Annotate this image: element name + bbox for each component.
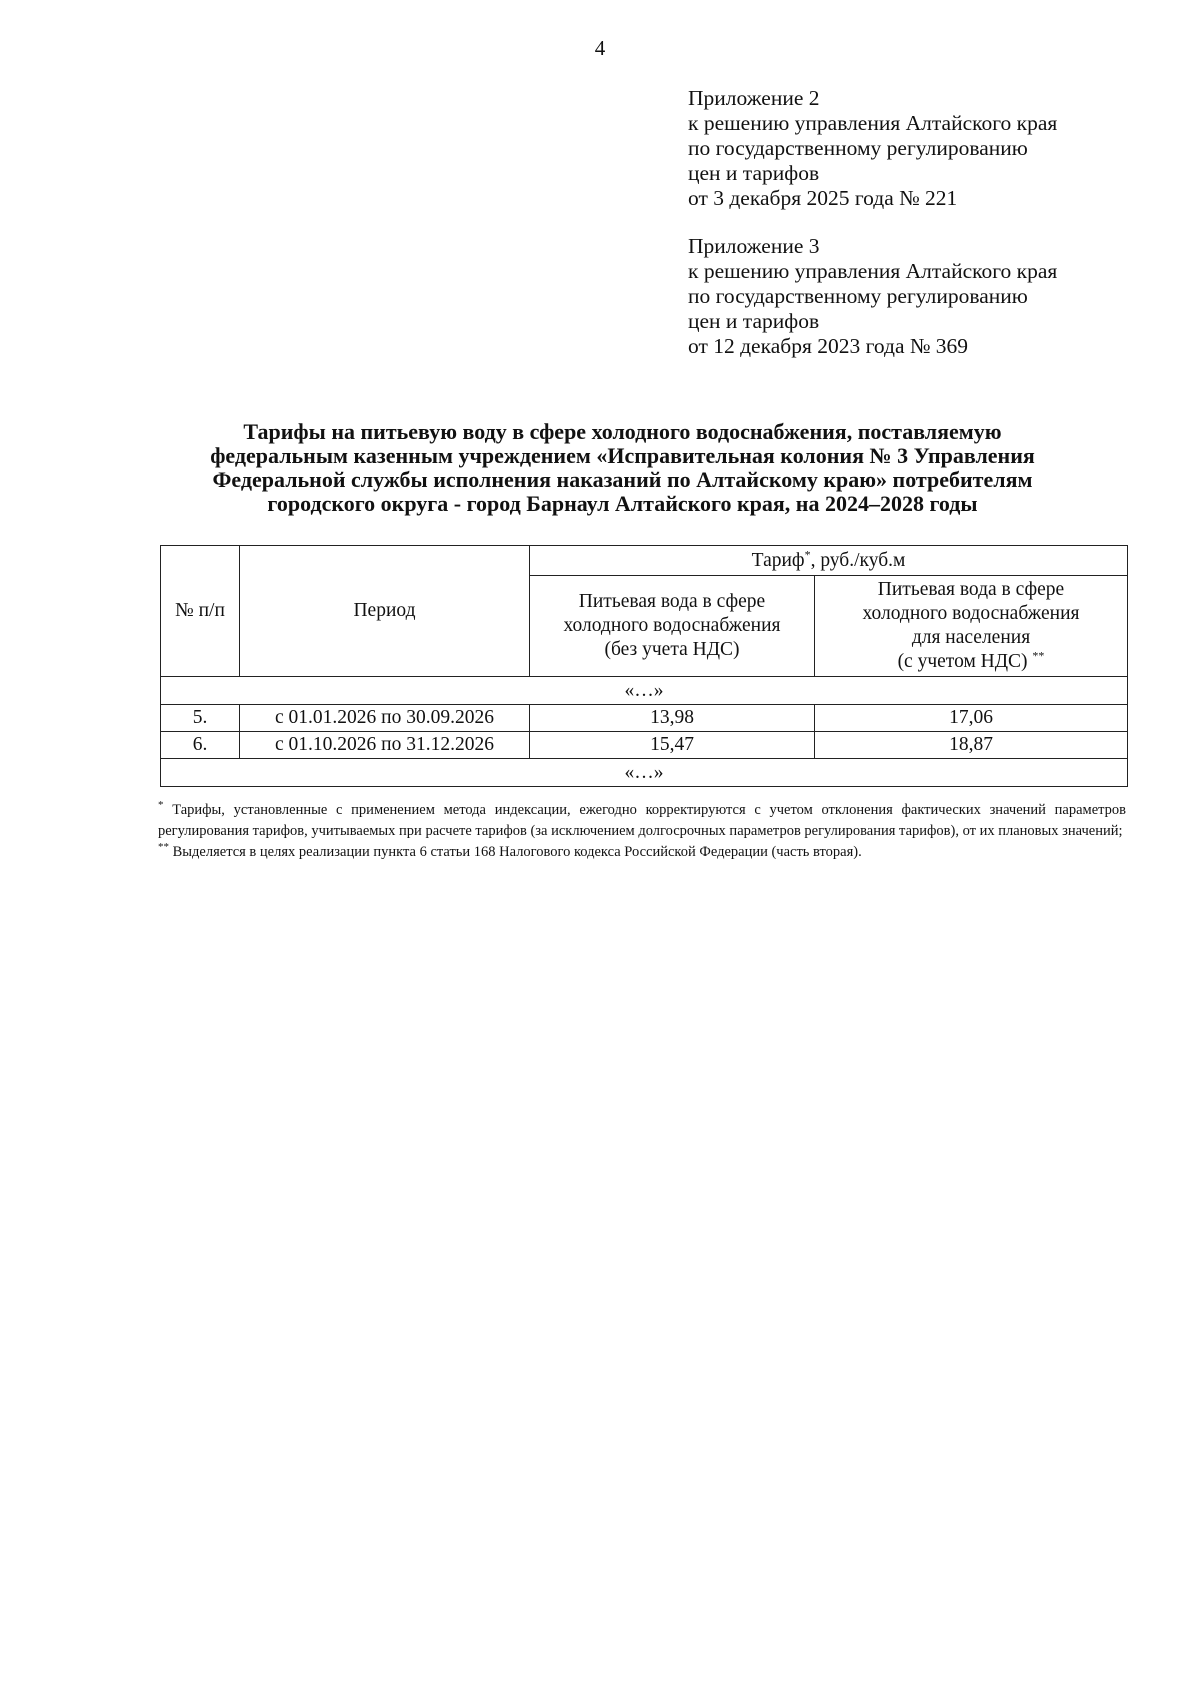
table-ellipsis: «…» [161,677,1128,705]
table-row [161,732,1128,759]
document-title-line: Федеральной службы исполнения наказаний по Алтайскому краю» потребителям [212,467,1033,492]
appendix-3-header [688,234,1057,359]
row-with-vat: 17,06 [815,705,1128,732]
header-without-vat [530,576,815,677]
row-period: с 01.01.2026 по 30.09.2026 [240,705,530,732]
header-with-vat-mark: ** [1032,648,1045,663]
appendix-2-line: по государственному регулированию [688,136,1028,160]
row-number: 6. [161,732,240,759]
table-ellipsis: «…» [161,759,1128,787]
footnote-2 [158,842,1126,863]
appendix-3-line: по государственному регулированию [688,284,1028,308]
document-title-line: федеральным казенным учреждением «Исправительная колония № 3 Управления [210,443,1035,468]
header-tariff [530,546,1128,576]
page-number: 4 [594,36,606,60]
document-title-line: Тарифы на питьевую воду в сфере холодного водоснабжения, поставляемую [243,419,1002,444]
appendix-3-line: Приложение 3 [688,234,820,258]
header-without-vat-line: (без учета НДС) [604,639,740,660]
footnote-1-text: Тарифы, установленные с применением метода индексации, ежегодно корректируются с учетом отклонения фактических значений параметров регулирования тарифов, учитываемых при расчете тарифов (за исключением долгосрочных параметров регулирования тарифов), от их плановых значений; [158,802,1126,839]
appendix-2-header [688,86,1057,211]
tariff-table [160,545,1128,787]
appendix-3-line: цен и тарифов [688,309,820,333]
header-with-vat-line: для населения [911,627,1031,648]
header-number: № п/п [161,546,240,677]
appendix-2-line: цен и тарифов [688,161,820,185]
header-tariff-label: Тариф [751,549,805,571]
row-without-vat: 13,98 [530,705,815,732]
footnote-2-mark: ** [158,841,169,854]
row-with-vat: 18,87 [815,732,1128,759]
footnote-1 [158,800,1126,842]
header-period: Период [240,546,530,677]
document-title-line: городского округа - город Барнаул Алтайского края, на 2024–2028 годы [267,491,978,516]
document-title [150,420,1095,516]
table-row [161,705,1128,732]
appendix-2-line: Приложение 2 [688,86,820,110]
header-without-vat-line: холодного водоснабжения [563,615,781,636]
footnote-1-mark: * [158,799,164,812]
row-number: 5. [161,705,240,732]
row-without-vat: 15,47 [530,732,815,759]
header-with-vat-line: Питьевая вода в сфере [877,579,1065,600]
header-with-vat [815,576,1128,677]
appendix-2-line: от 3 декабря 2025 года № 221 [688,186,958,210]
appendix-3-line: от 12 декабря 2023 года № 369 [688,334,968,358]
footnote-2-text: Выделяется в целях реализации пункта 6 статьи 168 Налогового кодекса Российской Федерации (часть вторая). [172,844,862,860]
appendix-2-line: к решению управления Алтайского края [688,111,1058,135]
header-tariff-unit: , руб./куб.м [810,549,906,571]
header-with-vat-line [819,650,1123,674]
header-tariff-mark: * [804,547,811,561]
header-with-vat-line: холодного водоснабжения [862,603,1080,624]
header-without-vat-line: Питьевая вода в сфере [578,591,766,612]
header-with-vat-text: (с учетом НДС) [897,651,1028,672]
footnotes [158,800,1126,863]
appendix-3-line: к решению управления Алтайского края [688,259,1058,283]
row-period: с 01.10.2026 по 31.12.2026 [240,732,530,759]
